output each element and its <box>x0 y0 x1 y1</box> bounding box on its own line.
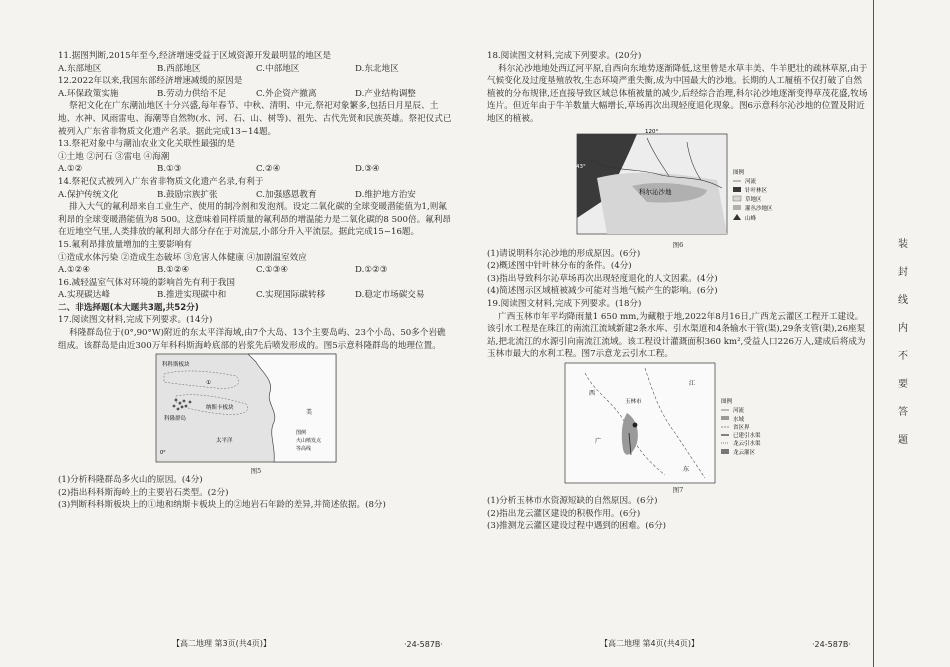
q11-stem: 11.据图判断,2015年至今,经济增速受益于区域资源开发最明显的地区是 <box>58 51 332 61</box>
map-label: 美 <box>306 409 313 417</box>
figure-6 <box>487 128 869 249</box>
q11-options <box>58 63 454 76</box>
figure-caption: 图7 <box>672 485 684 494</box>
yulin-map <box>565 363 775 483</box>
q18-sub3: (3)指出导致科尔沁草场再次出现轻度退化的人文因素。(4分) <box>487 273 718 284</box>
map-label: 江 <box>689 379 696 387</box>
map-label: 科尔沁沙地 <box>639 187 672 196</box>
option: A.①②④ <box>58 265 91 276</box>
q18-sub4: (4)简述图示区域植被减少可能对当地气候产生的影响。(6分) <box>487 286 718 297</box>
q16-stem: 16.减轻温室气体对环境的影响首先有利于我国 <box>58 277 235 288</box>
q19-stem: 19.阅读图文材料,完成下列要求。(18分) <box>487 298 642 309</box>
option: C.加强感恩教育 <box>256 189 317 200</box>
binding-notice: 装 封 线 内 不 要 答 题 <box>898 239 908 446</box>
q17-sub1: (1)分析科隆群岛多火山的原因。(4分) <box>58 475 203 486</box>
q14-options <box>58 189 454 202</box>
page-footer-left: 【高二地理 第3页(共4页)】 <box>172 639 271 648</box>
q15-items: ①造成水体污染 ②造成生态破坏 ③危害人体健康 ④加剧温室效应 <box>58 252 307 263</box>
legend-item: 龙云引水渠 <box>733 440 761 447</box>
legend-item: 河流 <box>745 178 757 185</box>
legend-item: 针叶林区 <box>745 187 768 194</box>
map-label: 火山喷发点 <box>296 438 322 445</box>
q17-passage: 科隆群岛位于(0°,90°W)附近的东太平洋海域,由7个大岛、13个主要岛屿、23个小岛、50多个岩礁组成。该群岛是由近300万年科科斯海岭底部的岩浆先后喷发形成的。图5示意科隆群岛的地理位置。 <box>58 328 446 351</box>
left-column <box>58 50 454 512</box>
q12-options <box>58 88 454 101</box>
option: C.②④ <box>256 164 281 175</box>
q18-passage: 科尔沁沙地地处西辽河平原,自西向东地势逐渐降低,这里曾是水草丰美、牛羊肥壮的疏林草原,由于气候变化及过度垦殖放牧,生态环境严重失衡,成为中国最大的沙地。长期的人工履植不仅打破了自然植被的分布规律,还直接导致区域总体植被量的减少,后经综合治理,科尔沁沙地逐渐变得草茂花盛,牧场连片。但近年由于牛羊数量大幅增长,草场再次出现轻度退化现象。图6示意科尔沁沙地的位置及附近地区的植被。 <box>487 63 868 124</box>
q16-options <box>58 289 454 302</box>
page-code-right: ·24-587B· <box>812 640 851 649</box>
option: A.实现碳达峰 <box>58 290 110 301</box>
q15-options <box>58 264 454 277</box>
q17-sub2: (2)指出科科斯海岭上的主要岩石类型。(2分) <box>58 487 229 498</box>
option: A.东部地区 <box>58 63 102 74</box>
mountain-peak-icon <box>733 214 741 220</box>
legend-item: 已建引水渠 <box>733 432 761 439</box>
legend-item: 省区界 <box>733 424 750 431</box>
option: D.稳定市场碳交易 <box>355 290 425 301</box>
page-footer-right: 【高二地理 第4页(共4页)】 <box>600 639 699 648</box>
option: C.中部地区 <box>256 63 300 74</box>
q12-stem: 12.2022年以来,我国东部经济增速减缓的原因是 <box>58 76 243 87</box>
option: B.①③ <box>157 164 182 175</box>
option: C.实现国际碳转移 <box>256 290 326 301</box>
figure-5 <box>58 354 454 476</box>
figure-caption: 图6 <box>672 240 684 249</box>
q13-options <box>58 163 454 176</box>
option: B.①②④ <box>157 265 190 276</box>
right-column <box>487 50 869 533</box>
option: B.推进实现碳中和 <box>157 290 227 301</box>
legend-item: 水域 <box>733 416 745 423</box>
option: B.劳动力供给不足 <box>157 88 227 99</box>
map-label: 科科斯板块 <box>162 362 190 369</box>
q17-sub3: (3)判断科科斯板块上的①地和纳斯卡板块上的②地岩石年龄的差异,并简述依据。(8分) <box>58 500 386 511</box>
option: B.鼓励宗族扩张 <box>157 189 218 200</box>
caribbean-map <box>156 354 336 462</box>
passage-freon: 排入大气的氟利昂来自工业生产、使用的制冷剂和发泡剂。设定二氧化碳的全球变暖潜能值为1,则氟利昂的全球变暖潜能值为8 500。这意味着同样质量的氟利昂的增温能力是二氧化碳的8 500倍。氟利昂在近地空气里,人类排放的氟利昂大部分存在于对流层,小部分升入平流层。据此完成15~16题。 <box>58 202 451 238</box>
map-label: 太平洋 <box>216 438 233 445</box>
map-label: 广 <box>595 437 602 445</box>
option: D.产业结构调整 <box>355 88 416 99</box>
legend-item: 草地区 <box>745 196 762 203</box>
option: D.东北地区 <box>355 63 399 74</box>
q18-stem: 18.阅读图文材料,完成下列要求。(20分) <box>487 51 642 61</box>
map-label: 东 <box>683 465 690 473</box>
legend-item: 龙云灌区 <box>733 449 756 456</box>
option: C.外企资产撤离 <box>256 88 317 99</box>
map-label: 120° <box>645 128 659 135</box>
legend-item: 山峰 <box>745 215 757 222</box>
option: D.③④ <box>355 164 380 175</box>
figure-caption: 图5 <box>250 467 262 476</box>
page-code-left: ·24-587B· <box>404 640 443 649</box>
legend-title: 图例 <box>733 169 745 176</box>
q13-items: ①土地 ②河石 ③雷电 ④海潮 <box>58 151 170 162</box>
map-label: 43° <box>576 163 586 170</box>
q18-sub1: (1)请说明科尔沁沙地的形成原因。(6分) <box>487 248 641 259</box>
passage-sacrifice: 祭祀文化在广东潮汕地区十分兴盛,每年春节、中秋、清明、中元,祭祀对象繁多,包括日月星辰、土地、水神、风雨雷电、海潮等自然物(水、河、石、山、树等)、祖先、古代先贤和民族英雄。祭祀仪式已被列入广东省非物质文化遗产名录。据此完成13~14题。 <box>58 101 452 137</box>
map-label: 科隆群岛 <box>164 416 187 423</box>
option: B.西部地区 <box>157 63 201 74</box>
option: A.保护传统文化 <box>58 189 119 200</box>
option: D.①②③ <box>355 265 388 276</box>
map-label: 等高线 <box>296 446 312 453</box>
legend-item: 灌丛沙地区 <box>745 205 773 212</box>
option: A.环保政策实施 <box>58 88 119 99</box>
option: C.①③④ <box>256 265 289 276</box>
figure-7 <box>487 363 869 493</box>
legend-item: 河流 <box>733 407 745 414</box>
map-label: ① <box>206 380 211 387</box>
section-heading: 二、非选择题(本大题共3题,共52分) <box>58 302 199 313</box>
binding-line <box>873 0 874 667</box>
map-label: 西 <box>589 389 596 397</box>
q19-sub1: (1)分析玉林市水资源短缺的自然原因。(6分) <box>487 495 658 506</box>
legend-title: 图例 <box>721 398 733 405</box>
q14-stem: 14.祭祀仪式被列入广东省非物质文化遗产名录,有利于 <box>58 176 264 187</box>
q19-passage: 广西玉林市年平均降雨量1 650 mm,为藏粮于地,2022年8月16日,广西龙云灌区工程开工建设。该引水工程是在珠江的南流江流域新建2条水库、引水渠道和4条输水干管(渠),29条支管(渠),26座泵站,把北流江的水源引向南流江流域。该工程设计灌溉面积360 km²,受益人口226万人,建成后将成为玉林市最大的水利工程。图7示意龙云引水工程。 <box>487 311 866 360</box>
q13-stem: 13.祭祀对象中与潮汕农业文化关联性最强的是 <box>58 139 235 150</box>
option: A.①② <box>58 164 83 175</box>
q19-sub2: (2)指出龙云灌区建设的积极作用。(6分) <box>487 508 641 519</box>
q15-stem: 15.氟利昂排放量增加的主要影响有 <box>58 239 192 250</box>
q17-stem: 17.阅读图文材料,完成下列要求。(14分) <box>58 315 213 326</box>
map-label: 纳斯卡板块 <box>206 405 234 412</box>
q19-sub3: (3)推测龙云灌区建设过程中遇到的困难。(6分) <box>487 521 667 532</box>
q18-sub2: (2)概述图中针叶林分布的条件。(4分) <box>487 261 632 272</box>
horqin-map <box>577 128 787 236</box>
option: D.维护地方治安 <box>355 189 416 200</box>
map-label: 玉林市 <box>625 398 642 405</box>
map-label: 0° <box>160 450 166 457</box>
map-label: 图例 <box>296 430 307 437</box>
